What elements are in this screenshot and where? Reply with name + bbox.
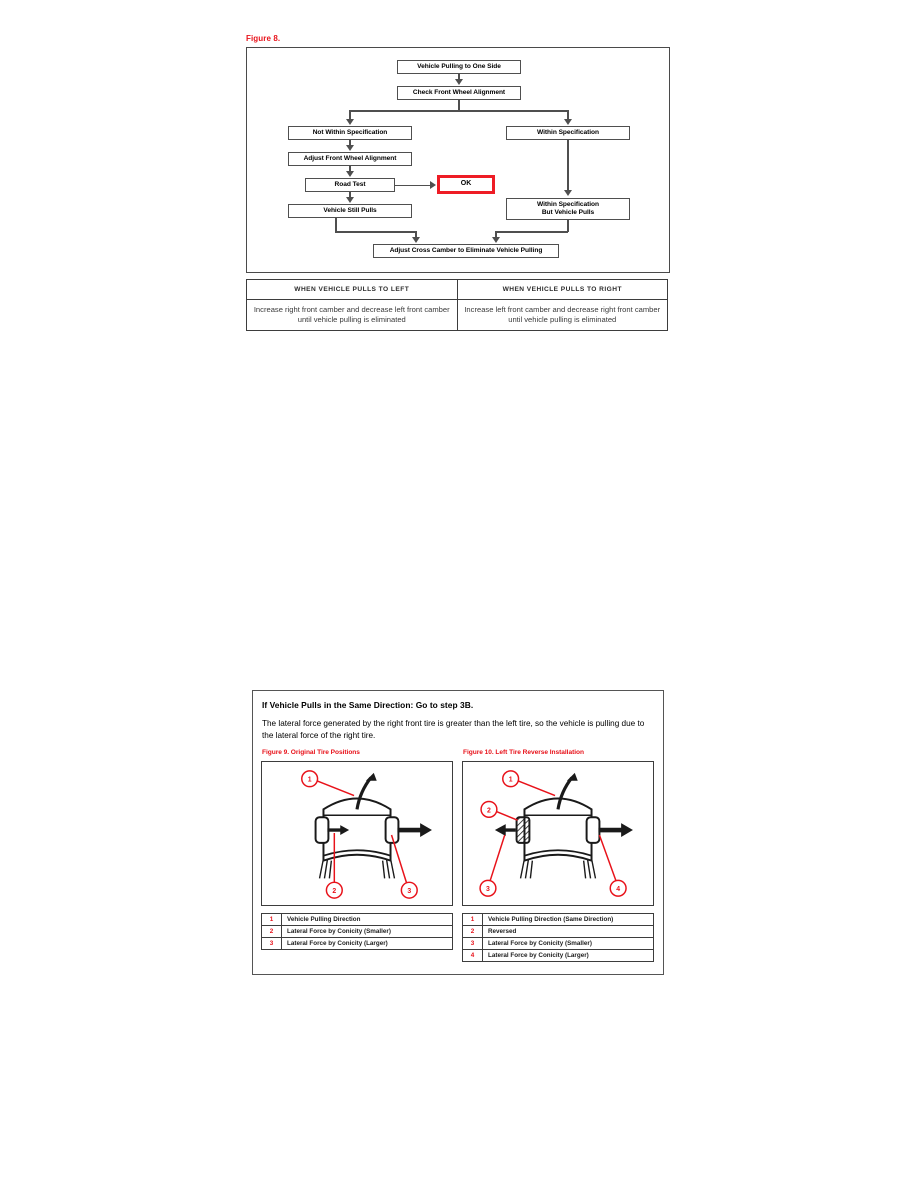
list-item bbox=[262, 914, 453, 926]
arrow-roadtest-to-ok bbox=[430, 181, 436, 189]
list-item bbox=[463, 926, 654, 938]
legend-label: Vehicle Pulling Direction (Same Direction) bbox=[483, 914, 654, 926]
flow-node-within-spec-but-vehicle-pulls bbox=[506, 198, 630, 220]
arrow-start-to-check bbox=[455, 79, 463, 85]
list-item bbox=[463, 938, 654, 950]
within-but-pulls-line1: Within Specification bbox=[537, 200, 599, 208]
legend-number: 2 bbox=[463, 926, 483, 938]
cell-right-instruction: Increase left front camber and decrease right front camber until vehicle pulling is eliminated bbox=[457, 300, 668, 331]
legend-number: 2 bbox=[262, 926, 282, 938]
flow-node-not-within-specification: Not Within Specification bbox=[288, 126, 412, 140]
flow-node-within-specification: Within Specification bbox=[506, 126, 630, 140]
callout-leader-4 bbox=[599, 835, 616, 881]
figure9-caption: Figure 9. Original Tire Positions bbox=[262, 749, 360, 756]
legend-number: 1 bbox=[262, 914, 282, 926]
right-lateral-force-arrow-head bbox=[420, 823, 432, 837]
rear-wheel-marks-right bbox=[383, 859, 395, 879]
legend-number: 3 bbox=[463, 938, 483, 950]
arrow-adjust-to-roadtest bbox=[346, 171, 354, 177]
left-front-tire-reversed bbox=[517, 817, 530, 843]
arrow-butpulls-to-final bbox=[492, 237, 500, 243]
connector-roadtest-to-ok bbox=[395, 185, 431, 187]
camber-adjustment-table bbox=[246, 279, 668, 331]
legend-label: Lateral Force by Conicity (Smaller) bbox=[483, 938, 654, 950]
step-heading: If Vehicle Pulls in the Same Direction: Go to step 3B. bbox=[262, 700, 474, 710]
figure9-vehicle-diagram bbox=[262, 762, 452, 905]
connector-stillpulls-down bbox=[335, 218, 337, 232]
callout-label-2: 2 bbox=[487, 807, 491, 815]
legend-label: Lateral Force by Conicity (Smaller) bbox=[282, 926, 453, 938]
list-item bbox=[262, 926, 453, 938]
callout-label-1: 1 bbox=[508, 776, 513, 784]
within-but-pulls-line2: But Vehicle Pulls bbox=[541, 209, 595, 216]
flow-node-start: Vehicle Pulling to One Side bbox=[397, 60, 521, 74]
legend-label: Lateral Force by Conicity (Larger) bbox=[483, 950, 654, 962]
figure9-legend-table bbox=[261, 913, 453, 950]
flow-node-ok: OK bbox=[437, 175, 495, 194]
legend-label: Vehicle Pulling Direction bbox=[282, 914, 453, 926]
connector-within-to-butpulls bbox=[567, 140, 569, 191]
flow-node-adjust-front-wheel-alignment: Adjust Front Wheel Alignment bbox=[288, 152, 412, 166]
figure8-caption: Figure 8. bbox=[246, 34, 281, 43]
pulling-direction-arrow-head bbox=[567, 773, 578, 781]
connector-butpulls-horizontal bbox=[496, 231, 568, 233]
cell-left-instruction: Increase right front camber and decrease left front camber until vehicle pulling is eliminated bbox=[247, 300, 458, 331]
table-header-row bbox=[247, 280, 668, 300]
list-item bbox=[463, 914, 654, 926]
callout-leader-3 bbox=[490, 835, 505, 881]
rear-wheel-marks-left bbox=[521, 859, 533, 879]
callout-label-3: 3 bbox=[486, 886, 490, 894]
callout-leader-2 bbox=[496, 811, 518, 820]
flow-node-vehicle-still-pulls: Vehicle Still Pulls bbox=[288, 204, 412, 218]
right-front-tire bbox=[386, 817, 399, 843]
arrow-within-to-butpulls bbox=[564, 190, 572, 196]
callout-label-4: 4 bbox=[616, 886, 621, 894]
callout-label-2: 2 bbox=[332, 888, 337, 896]
left-lateral-force-arrow-head bbox=[495, 824, 506, 836]
table-row bbox=[247, 300, 668, 331]
connector-split-bus bbox=[350, 110, 568, 112]
figure10-vehicle-diagram bbox=[463, 762, 653, 905]
legend-label: Lateral Force by Conicity (Larger) bbox=[282, 938, 453, 950]
connector-stillpulls-horizontal bbox=[335, 231, 417, 233]
figure10-diagram-frame bbox=[462, 761, 654, 906]
figure8-flowchart-frame bbox=[246, 47, 670, 273]
arrow-to-within-specification bbox=[564, 119, 572, 125]
list-item bbox=[463, 950, 654, 962]
header-pulls-right: WHEN VEHICLE PULLS TO RIGHT bbox=[457, 280, 668, 300]
right-lateral-force-arrow-head bbox=[621, 823, 633, 837]
arrow-to-not-within-specification bbox=[346, 119, 354, 125]
figure10-caption: Figure 10. Left Tire Reverse Installation bbox=[463, 749, 584, 756]
callout-label-1: 1 bbox=[307, 776, 312, 784]
figure9-diagram-frame bbox=[261, 761, 453, 906]
connector-check-down bbox=[458, 100, 460, 110]
callout-leader-1 bbox=[518, 781, 555, 796]
legend-number: 4 bbox=[463, 950, 483, 962]
legend-label: Reversed bbox=[483, 926, 654, 938]
list-item bbox=[262, 938, 453, 950]
rear-wheel-marks-left bbox=[320, 859, 332, 879]
arrow-roadtest-to-stillpulls bbox=[346, 197, 354, 203]
step-paragraph: The lateral force generated by the right front tire is greater than the left tire, so the vehicle is pulling due to the lateral force of the right tire. bbox=[262, 719, 645, 740]
arrow-stillpulls-to-final bbox=[412, 237, 420, 243]
legend-number: 3 bbox=[262, 938, 282, 950]
same-direction-section-frame bbox=[252, 690, 664, 975]
flow-node-road-test: Road Test bbox=[305, 178, 395, 192]
callout-leader-1 bbox=[317, 781, 354, 796]
rear-wheel-marks-right bbox=[584, 859, 596, 879]
pulling-direction-arrow-head bbox=[366, 773, 377, 781]
figure10-legend-table bbox=[462, 913, 654, 962]
left-front-tire bbox=[316, 817, 329, 843]
legend-number: 1 bbox=[463, 914, 483, 926]
flow-node-adjust-cross-camber: Adjust Cross Camber to Eliminate Vehicle Pulling bbox=[373, 244, 559, 258]
header-pulls-left: WHEN VEHICLE PULLS TO LEFT bbox=[247, 280, 458, 300]
right-front-tire bbox=[587, 817, 600, 843]
arrow-notwithin-to-adjust bbox=[346, 145, 354, 151]
callout-label-3: 3 bbox=[407, 888, 412, 896]
flow-node-check-alignment: Check Front Wheel Alignment bbox=[397, 86, 521, 100]
